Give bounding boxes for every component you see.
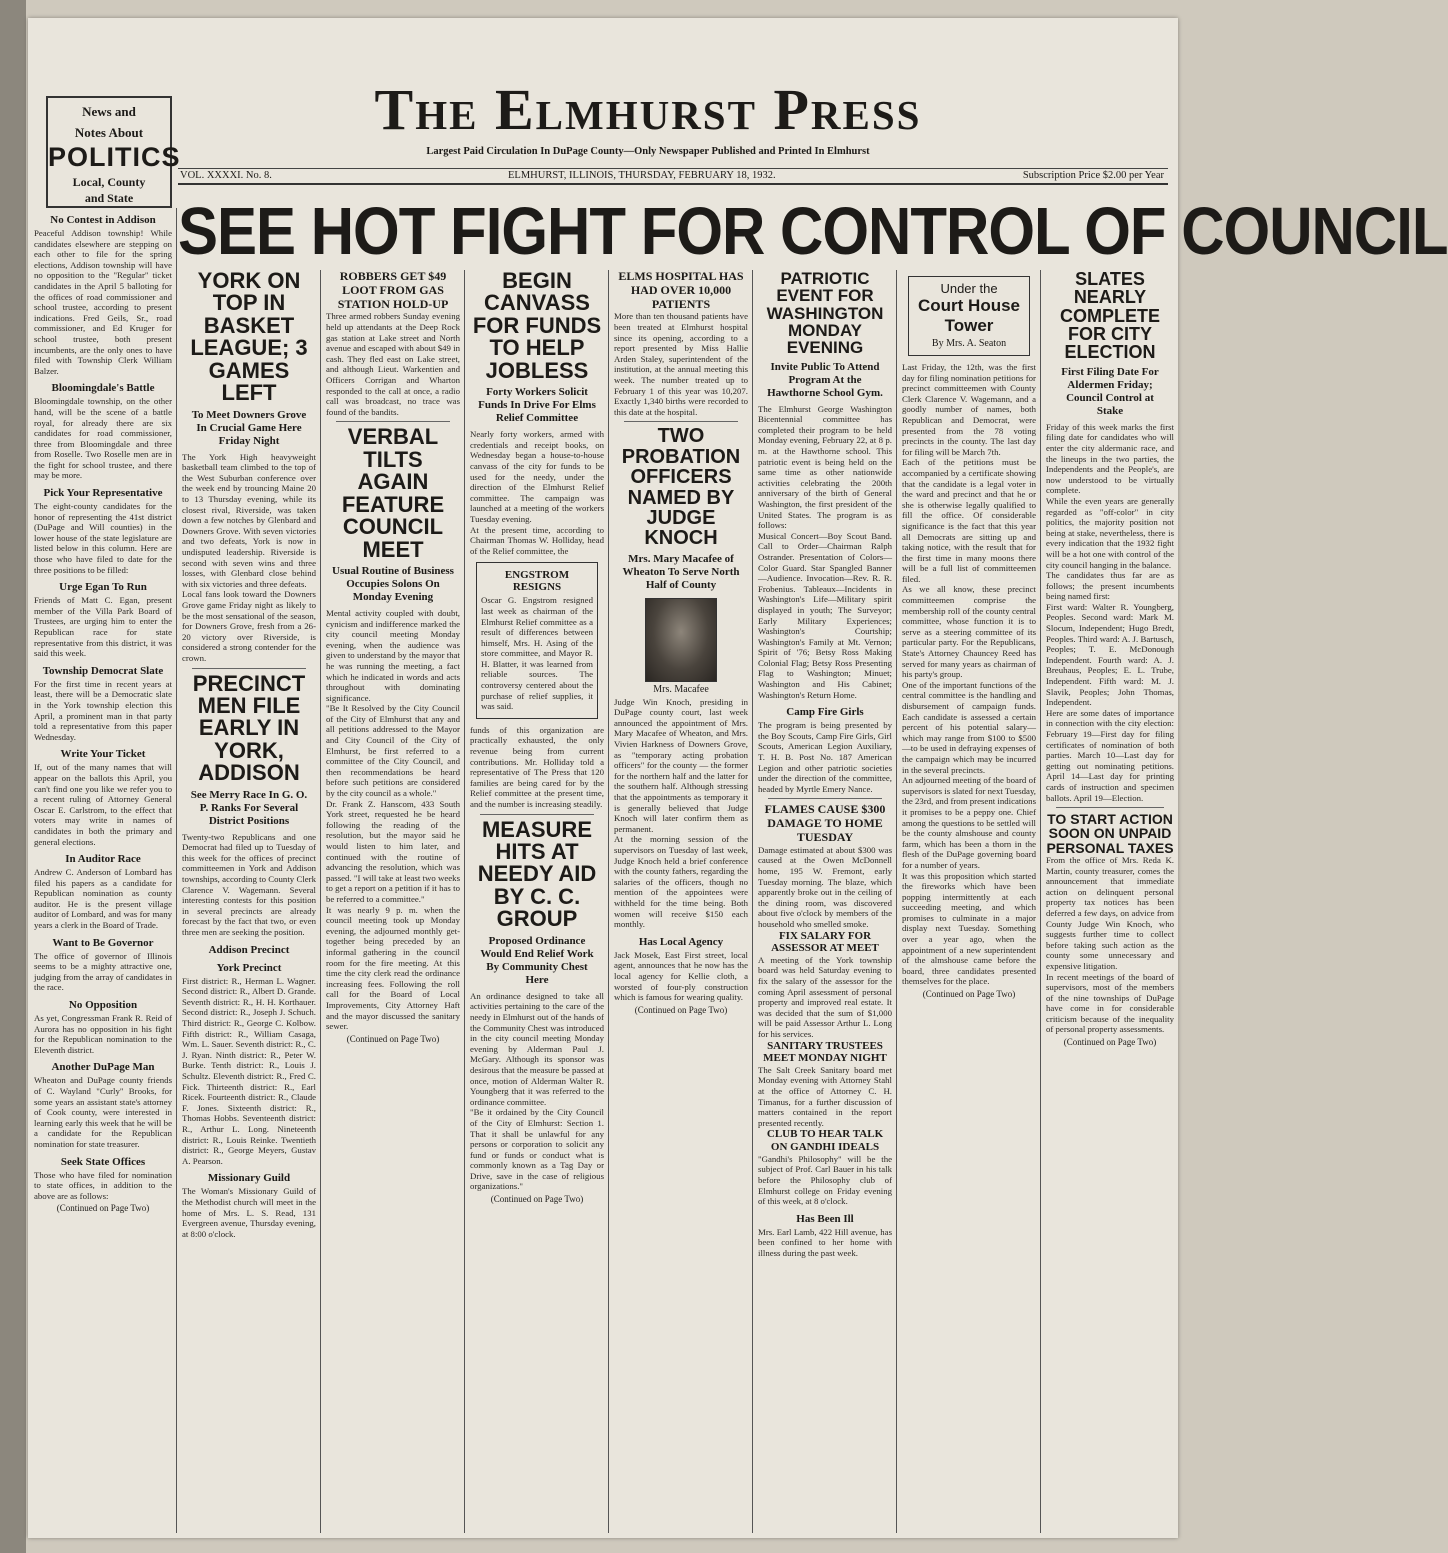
column-rule xyxy=(896,270,897,1533)
flames-headline: FLAMES CAUSE $300 DAMAGE TO HOME TUESDAY xyxy=(764,802,886,845)
patriotic-body1: The Elmhurst George Washington Bicentennial committee has completed their program to be held Monday evening, February 22, at 8 p. m. at the Hawthorne school. This patriotic event is being held on the same time as other nationwide activities celebrating the 200th anniversary of the birth of General Washington, the first president of the United States. The program is as follows: xyxy=(758,403,892,531)
col3-continued: (Continued on Page Two) xyxy=(346,1033,440,1044)
col1-body4: Friends of Matt C. Egan, present member of the Villa Park Board of Trustees, are urging him to enter the Republican race for state representative from this district, it was said this week. xyxy=(34,595,172,659)
court-house-line3: Tower xyxy=(944,316,994,335)
column-rule xyxy=(176,208,177,1533)
volume-number: VOL. XXXXI. No. 8. xyxy=(180,170,272,181)
court-house-body1: Last Friday, the 12th, was the first day for filing nomination petitions for precinct committeemen with County Clerk Clarence V. Wagemann, and a goodly number of names, both Republican and Democrat, were presented from the 78 voting precincts in the county. The last day for filing will be March 7th. xyxy=(902,362,1036,457)
local-agency-body: Jack Mosek, East First street, local agent, announces that he now has the local agency for Kellie cloth, a worsted of four-ply construction which is famous for wearing quality. xyxy=(614,949,748,1003)
politics-box xyxy=(46,96,181,208)
probation-body1: Judge Win Knoch, presiding in DuPage county court, last week announced the appointment of Mrs. Mary Macafee of Wheaton, and Mrs. Vivien Harkness of Downers Grove, as "temporary acting probation officers" for the county — the former for the northern half and the latter for the southern half. Although stressing that the appointments as temporary it is generally believed that Judge Knoch will later confirm them as permanent. xyxy=(614,696,748,834)
court-house-box xyxy=(908,276,1030,356)
engstrom-box xyxy=(476,562,598,719)
col1-continued: (Continued on Page Two) xyxy=(56,1203,150,1214)
addison-precinct-head: Addison Precinct xyxy=(208,943,290,956)
col8-continued: (Continued on Page Two) xyxy=(1063,1037,1157,1048)
probation-headline: TWO PROBATION OFFICERS NAMED BY JUDGE KNOCH xyxy=(621,425,741,550)
council-body2: "Be It Resolved by the City Council of the City of Elmhurst that any and all petitions addressed to the Mayor and City Council of the City of Elmhurst, be first referred to a committee of the City Council, and then recommendations be heard before such petitions are considered by the city council as a whole." xyxy=(326,703,460,799)
col1-body11: Those who have filed for nomination to state offices, in addition to the above are as follows: xyxy=(34,1169,172,1201)
politics-line3: POLITICS xyxy=(48,142,181,172)
york-deck: To Meet Downers Grove In Crucial Game Here Friday Night xyxy=(191,408,307,447)
col1-head2: Bloomingdale's Battle xyxy=(51,382,155,395)
col1-head4: Urge Egan To Run xyxy=(59,581,147,594)
hospital-body: More than ten thousand patients have been treated at Elmhurst hospital since its opening, according to a report presented by Miss Hallie Arden Staley, superintendent of the institution, at the annual meeting this week. The number treated up to February 1 of this year was 10,207. Exactly 1,340 births were recorded to this date at the hospital. xyxy=(614,311,748,417)
col1-body10: Wheaton and DuPage county friends of C. Wayland "Curly" Brooks, for some years an assistant state's attorney of Cook county, were interested in learning early this week that he will be a candidate for the Republican nomination for state treasurer. xyxy=(34,1075,172,1149)
col1-head5: Township Democrat Slate xyxy=(42,664,164,677)
patriotic-deck: Invite Public To Attend Program At the Hawthorne School Gym. xyxy=(767,360,883,399)
slates-body3: The candidates thus far are as follows; the present incumbents being named first: xyxy=(1046,570,1174,602)
column-rule xyxy=(608,270,609,1533)
newspaper-page xyxy=(28,18,1448,1538)
court-house-line2: Court House xyxy=(918,296,1020,315)
slates-wards: First ward: Walter R. Youngberg, Peoples. Second ward: Mark M. Slocum, Independent; Hugo Bredt, Peoples. Third ward: A. J. Bartusch, Peoples; T. E. McDonough Independent. Fourth ward: A. J. Breuhaus, Peoples; E. L. Trube, Independent. Fifth ward: M. J. Slavik, Peoples; John Thomas, Independent. xyxy=(1046,601,1174,708)
precinct-body: Twenty-two Republicans and one Democrat had filed up to Tuesday of this week for the offices of precinct committeemen in York and Addison townships, according to County Clerk Clarence V. Wagemann. Several interesting contests for this position in several precincts are already forecast by the fact that two, or even three men are seeking the position. xyxy=(182,831,316,938)
column-york xyxy=(182,270,316,1533)
masthead-dateline-bar xyxy=(178,168,1168,185)
masthead-tagline: Largest Paid Circulation In DuPage County—Only Newspaper Published and Printed In Elmhurst xyxy=(426,146,870,157)
col1-body8: The office of governor of Illinois seems to be a mighty attractive one, judging from the array of candidates in the race. xyxy=(34,950,172,993)
patriotic-body2: The program is being presented by the Boy Scouts, Camp Fire Girls, Girl Scouts, American Legion Auxiliary, T. H. B. Post No. 187 American Legion and other patriotic societies under the direction of the committee, headed by Myrtle Emery Nance. xyxy=(758,720,892,794)
masthead-title: The Elmhurst Press xyxy=(374,77,922,142)
canvass-body2: At the present time, according to Chairman Thomas W. Holliday, head of the Relief committee, the xyxy=(470,524,604,556)
divider xyxy=(192,668,306,669)
column-relief xyxy=(470,270,604,1533)
col1-head1: No Contest in Addison xyxy=(50,214,156,226)
macafee-photo xyxy=(645,598,717,682)
politics-line1: News and xyxy=(82,104,136,119)
council-body4: It was nearly 9 p. m. when the council meeting took up Monday evening, the adjourned monthly get-together being preceded by an informal gathering in the council room for the fire meeting. At this time the city clerk read the ordinance increasing fees. Following the roll call for the Board of Local Improvements, City Attorney Haft and the mayor discussed the sanitary sewer. xyxy=(326,904,460,1032)
missionary-guild-body: The Woman's Missionary Guild of the Methodist church will meet in the home of Mrs. L. S. Read, 131 Evergreen avenue, Thursday evening, at 8:00 o'clock. xyxy=(182,1186,316,1239)
sanitary-body: The Salt Creek Sanitary board met Monday evening with Attorney Stahl at the office of Attorney C. H. Timanus, for a further discussion of matters contained in the report presented recently. xyxy=(758,1064,892,1128)
canvass-body3: funds of this organization are practically exhausted, the only revenue being from current contributions. Mr. Holliday told a representative of The Press that 120 families are being cared for by the Relief committee at the present time, and the number is increasing steadily. xyxy=(470,724,604,809)
politics-line5: and State xyxy=(84,191,134,205)
sanitary-headline: SANITARY TRUSTEES MEET MONDAY NIGHT xyxy=(763,1039,887,1065)
measure-deck: Proposed Ordinance Would End Relief Work By Community Chest Here xyxy=(480,934,594,986)
camp-fire-head: Camp Fire Girls xyxy=(786,706,864,719)
measure-body1: An ordinance designed to take all activities pertaining to the care of the needy in Elmhurst out of the hands of the Community Chest was introduced in the city council meeting Monday evening by Alderman Paul J. McGary. Although its sponsor was desirous that the measure be passed at once, motion of Alderman Walter R. Youngberg that it was referred to the ordinance committee. xyxy=(470,990,604,1107)
hospital-headline: ELMS HOSPITAL HAS HAD OVER 10,000 PATIENTS xyxy=(618,269,744,311)
col1-head7: In Auditor Race xyxy=(65,853,141,866)
column-rule xyxy=(464,270,465,1533)
col1-body7: Andrew C. Anderson of Lombard has filed his papers as a candidate for Republican nomination as county auditor. He is the present village auditor of Lombard, and was for many years a clerk in the Board of Trade. xyxy=(34,867,172,931)
col1-head10: Another DuPage Man xyxy=(51,1061,155,1074)
col1-head11: Seek State Offices xyxy=(60,1155,146,1168)
canvass-body1: Nearly forty workers, armed with credentials and receipt books, on Wednesday began a house-to-house canvass of the city for funds to be used for the needy, under the direction of the Elmhurst Relief committee. The campaign was launched at a meeting of the workers Tuesday evening. xyxy=(470,429,604,524)
col1-body9: As yet, Congressman Frank R. Reid of Aurora has no opposition in his fight for the Republican nomination to the Eleventh district. xyxy=(34,1013,172,1055)
precinct-headline: PRECINCT MEN FILE EARLY IN YORK, ADDISON xyxy=(192,670,306,786)
verbal-tilts-deck: Usual Routine of Business Occupies Solons On Monday Evening xyxy=(332,564,454,603)
robbers-body: Three armed robbers Sunday evening held up attendants at the Deep Rock gas station at Lake street and North avenue and escaped with about $49 in cash. They fled east on Lake street, and although Lieut. Warkentien and Officers Corrigan and Wharton responded to the call at once, a radio call was broadcast, no trace was found of the bandits. xyxy=(326,311,460,417)
york-headline: YORK ON TOP IN BASKET LEAGUE; 3 GAMES LEFT xyxy=(190,268,308,406)
taxes-body2: In recent meetings of the board of supervisors, most of the members of the nine townships of DuPage have come in for considerable criticism because of the inequality of personal property assessments. xyxy=(1046,971,1174,1035)
engstrom-body: Oscar G. Engstrom resigned last week as chairman of the Elmhurst Relief committee as a result of differences between himself, Mrs. H. Asing of the store committee, and Mayor R. H. Blatter, it was learned from reliable sources. The controversy centered about the purchase of relief supplies, it was said. xyxy=(481,595,593,712)
col1-body6: If, out of the many names that will appear on the ballots this April, you can't find one you like we refer you to a recent ruling of Attorney General Oscar E. Carlstrom, to the effect that voters may write in names of candidates in both the primary and general elections. xyxy=(34,762,172,847)
measure-body2: "Be it ordained by the City Council of the City of Elmhurst: Section 1. That it shall be unlawful for any persons or corporation to solicit any fund or funds or conduct what is commonly known as a Tag Day or Drive, save in the case of religious organizations." xyxy=(470,1107,604,1192)
col5-continued: (Continued on Page Two) xyxy=(634,1004,728,1015)
precinct-list: First district: R., Herman L. Wagner. Second district: R., Albert D. Grande. Seventh district: R., H. H. Korthauer. Second district: R., Joseph J. Schuch. Third district: R., George C. Kolbow. Fifth district: R., William Casaga, Wm. L. Sauer. Seventh district: R., C. J. Ryan. Ninth district: R., Peter W. Burke. Tenth district: R., Louis J. Schultz. Eleventh district: R., Fred C. Fick. Thirteenth district: R., Earl Ricek. Fourteenth district: R., Claude F. Jones. Sixteenth district: R., Thomas Hobbs. Seventeenth district: R., Arthur L. Long. Nineteenth district: R., Louis Reinke. Twentieth district: R., George Meyers, Gustav A. Pearson. xyxy=(182,975,316,1166)
page-edge xyxy=(0,0,26,1553)
divider xyxy=(768,798,882,799)
col1-body5: For the first time in recent years at least, there will be a Democratic slate in the York township election this April, a prominent man in that party told a representative from this paper Wednesday. xyxy=(34,678,172,742)
assessor-headline: FIX SALARY FOR ASSESSOR AT MEET xyxy=(771,929,879,955)
column-politics xyxy=(34,208,172,1533)
col1-head9: No Opposition xyxy=(68,999,138,1012)
gandhi-body: "Gandhi's Philosophy" will be the subject of Prof. Carl Bauer in his talk before the Philosophy club of Elmhurst college on Friday evening of this week, at 8 o'clock. xyxy=(758,1153,892,1207)
column-rule xyxy=(752,270,753,1533)
assessor-body: A meeting of the York township board was held Saturday evening to fix the salary of the assessor for the coming April assessment of personal property and improved real estate. It was decided that the sum of $1,000 will be paid Assessor Arthur L. Long for his services. xyxy=(758,954,892,1039)
gandhi-headline: CLUB TO HEAR TALK ON GANDHI IDEALS xyxy=(766,1128,884,1154)
court-house-byline: By Mrs. A. Seaton xyxy=(931,338,1007,349)
divider xyxy=(480,814,594,815)
york-precinct-head: York Precinct xyxy=(216,961,282,974)
council-body1: Mental activity coupled with doubt, cynicism and indifference marked the city council meeting Monday evening, when the audience was given to understand by the mayor that he was running the meeting, a fact which he indicated in words and acts throughout with dominating significance. xyxy=(326,607,460,703)
probation-deck: Mrs. Mary Macafee of Wheaton To Serve North Half of County xyxy=(622,552,740,591)
has-been-ill-body: Mrs. Earl Lamb, 422 Hill avenue, has been confined to her home with illness during the past week. xyxy=(758,1226,892,1258)
engstrom-head: ENGSTROM RESIGNS xyxy=(504,569,570,594)
column-city-election xyxy=(1046,270,1174,1533)
column-court-house xyxy=(902,270,1036,1533)
divider xyxy=(1056,807,1164,808)
patriotic-program: Musical Concert—Boy Scout Band. Call to Order—Chairman Ralph Ostrander. Presentation of Colors—Color Guard. Star Spangled Banner—Audience. Invocation—Rev. R. R. Frobenius. Tableaux—Incidents in Washington's Life—Military spirit displayed in youth; The Surveyor; Early Military Experiences; Washington's Courtship; Washington's Family at Mt. Vernon; Spirit of '76; Betsy Ross Making Colonial Flag; Betsy Ross Presenting Flag to Washington; Minuet; Washington and His Cabinet; Washington's Return Home. xyxy=(758,530,892,700)
missionary-guild-head: Missionary Guild xyxy=(207,1172,291,1185)
court-house-body2: Each of the petitions must be accompanied by a certificate showing that the candidate is a legal voter in the ward and precinct and that he or she is otherwise legally qualified to fill the office. Of considerable significance is the fact that this year all Democrats are sitting up and taking notice, with the result that for the first time in many moons there will be a full list of committeemen filed. xyxy=(902,457,1036,584)
dateline: ELMHURST, ILLINOIS, THURSDAY, FEBRUARY 18, 1932. xyxy=(508,170,776,181)
flames-body: Damage estimated at about $300 was caused at the Owen McDonnell home, 195 W. Fremont, early Tuesday morning. The blaze, which apparently broke out in the ceiling of the dining room, was discovered about five o'clock by members of the household who smelled smoke. xyxy=(758,844,892,929)
slates-body4: Here are some dates of importance in connection with the city election: February 19—First day for filing certificates of nomination of both parties. March 10—Last day for getting out nominating petitions. April 14—Last day for printing cards of instruction and specimen ballots. April 19—Election. xyxy=(1046,707,1174,803)
col4-continued: (Continued on Page Two) xyxy=(490,1194,584,1205)
divider xyxy=(624,421,738,422)
canvass-headline: BEGIN CANVASS FOR FUNDS TO HELP JOBLESS xyxy=(472,268,602,383)
patriotic-headline: PATRIOTIC EVENT FOR WASHINGTON MONDAY EVENING xyxy=(766,269,884,358)
politics-line4: Local, County xyxy=(72,175,146,189)
measure-headline: MEASURE HITS AT NEEDY AID BY C. C. GROUP xyxy=(477,816,597,932)
column-council xyxy=(326,270,460,1533)
column-rule xyxy=(1040,270,1041,1533)
court-house-body5: An adjourned meeting of the board of supervisors is slated for next Tuesday, the 23rd, and from present indications it promises to be a peppy one. Chief among the questions to be settled will be the county almshouse and county farm, which has been a thorn in the flesh of the DuPage governing board for a number of years. xyxy=(902,775,1036,870)
col1-head3: Pick Your Representative xyxy=(43,487,163,500)
council-body3: Dr. Frank Z. Hanscom, 433 South York street, requested he be heard following the reading of the resolution, but the mayor said he would listen to him later, and continued with the routine of advancing the resolution, which was passed. "I will take at least two weeks to get a report on a petition if it has to be referred to a committee." xyxy=(326,798,460,904)
slates-body2: While the even years are generally regarded as "off-color" in city politics, the majority position not being at stake, nevertheless, there is every indication that the 1932 fight will be a hot one with control of the city council hanging in the balance. xyxy=(1046,495,1174,570)
york-body1: The York High heavyweight basketball team climbed to the top of the West Suburban conference over the week end by trouncing Maine 20 to 13 Thursday evening, while its closest rival, Riverside, was taken down a few notches by Glenbard and Downers Grove. With seven victories and two defeats, York is now in undisputed leadership. Riverside is second with seven wins and three losses, with Glenbard close behind with six victories and three defeats. xyxy=(182,451,316,589)
col1-body2: Bloomingdale township, on the other hand, will be the scene of a battle royal, for already there are six candidates for road commissioner, three from Bloomingdale and three from Roselle. Two Roselle men are in the fight for school trustee, and there may be more. xyxy=(34,396,172,481)
column-patriotic xyxy=(758,270,892,1533)
court-house-body6: It was this proposition which started the fireworks which have been popping intermittently at each succeeding meeting, and which promises to culminate in a major display next Tuesday. Something over a year ago, when the appointment of a new superintendent of the almshouse came before the board, three candidates presented themselves for the place. xyxy=(902,870,1036,987)
macafee-photo-caption: Mrs. Macafee xyxy=(653,683,709,695)
politics-line2: Notes About xyxy=(74,125,144,140)
verbal-tilts-headline: VERBAL TILTS AGAIN FEATURE COUNCIL MEET xyxy=(341,424,445,562)
divider xyxy=(336,421,450,422)
robbers-headline: ROBBERS GET $49 LOOT FROM GAS STATION HOLD-UP xyxy=(337,269,449,311)
york-body2: Local fans look toward the Downers Grove game Friday night as likely to be the most sensational of the season, for Downers Grove, fresh from a 26-20 victory over Riverside, is considered a strong contender for the crown. xyxy=(182,589,316,663)
slates-headline: SLATES NEARLY COMPLETE FOR CITY ELECTION xyxy=(1059,269,1160,363)
column-probation xyxy=(614,270,748,1533)
subscription-price: Subscription Price $2.00 per Year xyxy=(1022,170,1164,181)
banner-headline: SEE HOT FIGHT FOR CONTROL OF COUNCIL xyxy=(178,193,1448,269)
court-house-body3: As we all know, these precinct committeemen comprise the membership roll of the county central committee, whose function it is to serve as a steering committee of its particular party. For the Republicans, State's Attorney Chauncey Reed has served for many years as chairman of his party's group. xyxy=(902,584,1036,680)
has-been-ill-head: Has Been Ill xyxy=(796,1212,854,1225)
taxes-headline: TO START ACTION SOON ON UNPAID PERSONAL TAXES xyxy=(1046,811,1174,856)
slates-deck: First Filing Date For Aldermen Friday; Council Control at Stake xyxy=(1061,365,1159,417)
taxes-body1: From the office of Mrs. Reda K. Martin, county treasurer, comes the announcement that immediate action on delinquent personal property tax notices has been deferred a few days, on advice from County Judge Win Knoch, who suggests further time to collect before taking such action as the county some unnecessary and expensive litigation. xyxy=(1046,854,1174,971)
col1-head6: Write Your Ticket xyxy=(60,748,146,761)
col1-body1: Peaceful Addison township! While candidates elsewhere are stepping on each other to file for the spring elections, Addison township will have no opposition to the "Regular" ticket candidates in the April 5 balloting for the offices of road commissioner and school trustee, according to present indications. Fred Geils, Sr., road commissioner, and Ed Kruger for school trustee, both present incumbents, are the only ones to have filed with Township Clerk William Balzer. xyxy=(34,228,172,376)
canvass-deck: Forty Workers Solicit Funds In Drive For Elms Relief Committee xyxy=(478,386,596,425)
court-house-body4: One of the important functions of the central committee is the handling and disbursement of campaign funds. Each candidate is assessed a certain percent of his potential salary—which may range from $100 to $500—to be used in defraying expenses of the campaign which may be incurred in the several precincts. xyxy=(902,679,1036,775)
court-house-line1: Under the xyxy=(940,281,998,296)
slates-body1: Friday of this week marks the first filing date for candidates who will enter the city aldermanic race, and the lineups in the two parties, the Independents and the People's, are now understood to be virtually complete. xyxy=(1046,421,1174,496)
column-rule xyxy=(320,270,321,1533)
col1-head8: Want to Be Governor xyxy=(52,936,154,949)
local-agency-head: Has Local Agency xyxy=(638,935,724,948)
col7-continued: (Continued on Page Two) xyxy=(922,989,1016,1000)
precinct-deck: See Merry Race In G. O. P. Ranks For Several District Positions xyxy=(190,788,308,827)
col1-body3: The eight-county candidates for the honor of representing the 41st district (DuPage and Will counties) in the lower house of the state legislature are listed below in this column. Here are those who have filed to date for the three positions to be filled: xyxy=(34,501,172,575)
probation-body2: At the morning session of the supervisors on Tuesday of last week, Judge Knoch held a brief conference with the county fathers, regarding the salaries of the officers, though no mention of the appointees were withheld for the time being. Both women will receive $150 each monthly. xyxy=(614,834,748,930)
